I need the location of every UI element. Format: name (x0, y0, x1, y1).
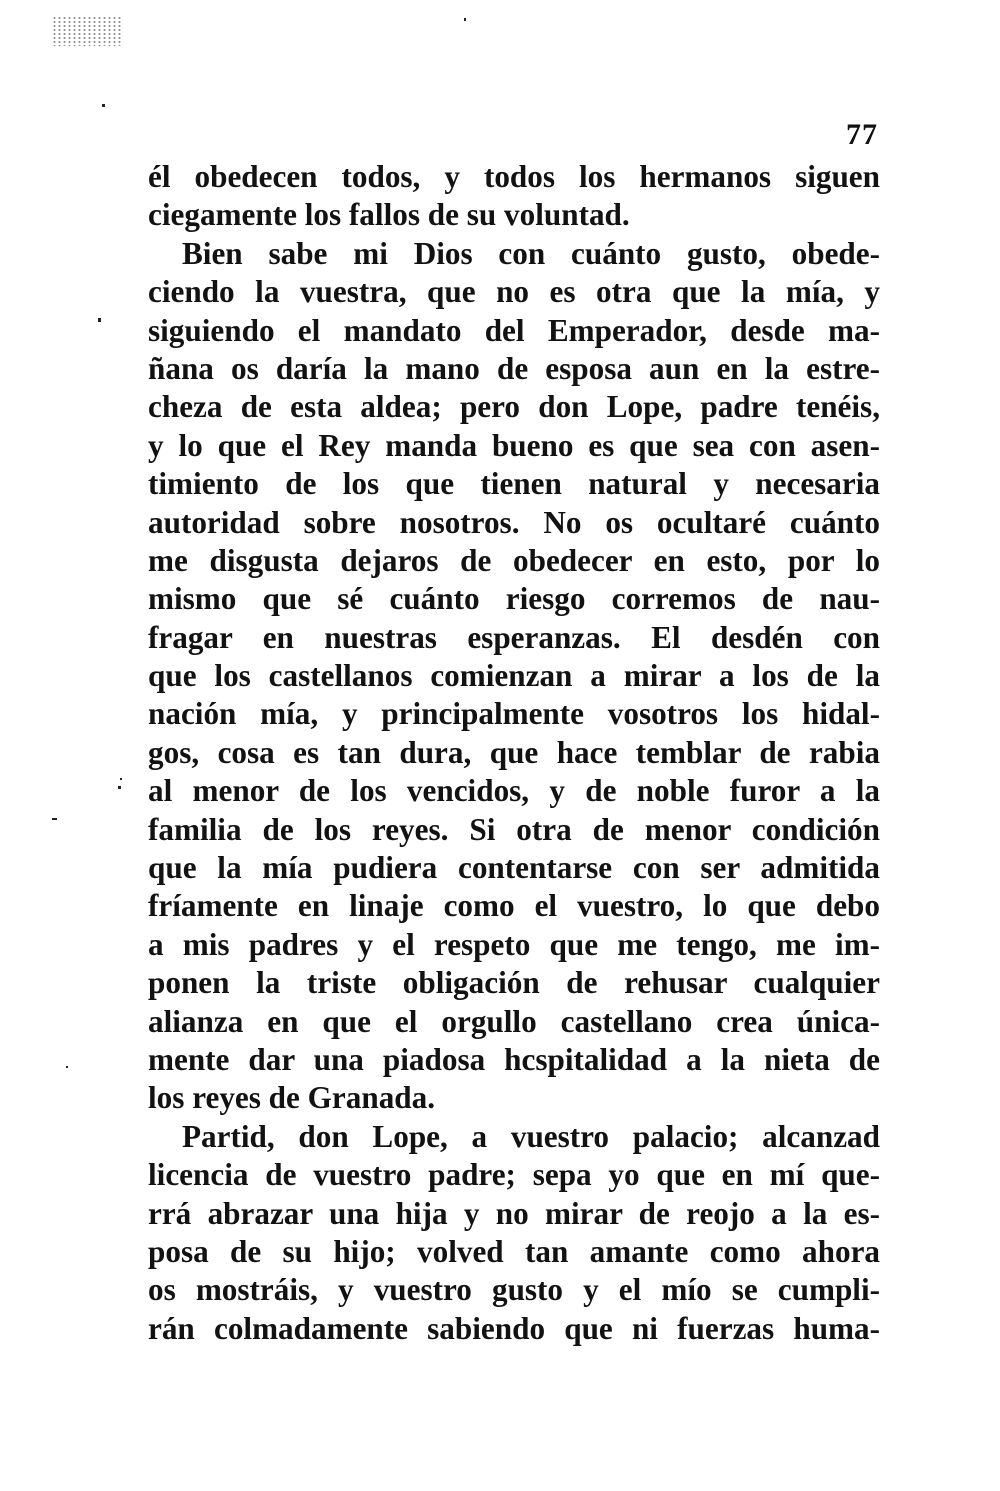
text-line (148, 1156, 880, 1194)
text-line-content: ñana os daría la mano de esposa aun en la estre- (148, 350, 880, 386)
text-line (148, 1233, 880, 1271)
text-line (148, 1271, 880, 1309)
text-line (148, 1310, 880, 1348)
text-line-content: rrá abrazar una hija y no mirar de reojo a la es- (148, 1195, 880, 1231)
text-line-content: familia de los reyes. Si otra de menor condición (148, 811, 880, 847)
text-line-content: cheza de esta aldea; pero don Lope, padre tenéis, (148, 389, 880, 425)
text-line (148, 964, 880, 1002)
text-line (148, 235, 880, 273)
text-line-content: al menor de los vencidos, y de noble furor a la (148, 773, 880, 809)
text-line (148, 1195, 880, 1233)
paragraph (148, 1118, 880, 1348)
scan-speck (102, 104, 105, 107)
text-line (148, 849, 880, 887)
text-line-content: los reyes de Granada. (148, 1080, 436, 1116)
text-line-content: alianza en que el orgullo castellano crea única- (148, 1003, 880, 1039)
text-line (148, 772, 880, 810)
text-line-content: os mostráis, y vuestro gusto y el mío se cumpli- (148, 1272, 880, 1308)
text-line (148, 1079, 880, 1117)
text-line-content: autoridad sobre nosotros. No os ocultaré cuánto (148, 504, 880, 540)
text-line-content: fragar en nuestras esperanzas. El desdén con (148, 619, 880, 655)
text-line-content: me disgusta dejaros de obedecer en esto, por lo (148, 542, 880, 578)
scan-speck (52, 818, 57, 820)
text-line-content: posa de su hijo; volved tan amante como ahora (148, 1233, 880, 1269)
text-line (148, 1003, 880, 1041)
text-line (148, 695, 880, 733)
paragraph (148, 235, 880, 1118)
text-line (148, 580, 880, 618)
text-line (148, 811, 880, 849)
text-line-content: ciendo la vuestra, que no es otra que la mía, y (148, 274, 880, 310)
text-line-content: a mis padres y el respeto que me tengo, me im- (148, 926, 880, 962)
scan-speck (464, 18, 466, 21)
text-line-content: que los castellanos comienzan a mirar a los de la (148, 658, 880, 694)
text-line-content: siguiendo el mandato del Emperador, desde ma- (148, 312, 880, 348)
text-line (148, 273, 880, 311)
text-line (148, 312, 880, 350)
text-line-content: gos, cosa es tan dura, que hace temblar de rabia (148, 734, 880, 770)
text-line-content: rán colmadamente sabiendo que ni fuerzas huma- (148, 1310, 880, 1346)
text-line (148, 196, 880, 234)
text-line-content: él obedecen todos, y todos los hermanos siguen (148, 159, 880, 194)
paragraph (148, 158, 880, 235)
scan-speck (118, 786, 121, 789)
text-line (148, 619, 880, 657)
text-line-content: mente dar una piadosa hcspitalidad a la nieta de (148, 1041, 880, 1077)
text-line-content: ponen la triste obligación de rehusar cualquier (148, 965, 880, 1001)
text-line (148, 887, 880, 925)
text-line-content: que la mía pudiera contentarse con ser admitida (148, 850, 880, 886)
scan-noise (52, 16, 122, 46)
text-line-content: fríamente en linaje como el vuestro, lo que debo (148, 888, 880, 924)
text-line (148, 734, 880, 772)
text-line (148, 926, 880, 964)
text-line (148, 1041, 880, 1079)
text-line-content: nación mía, y principalmente vosotros los hidal- (148, 696, 880, 732)
body-text (148, 158, 880, 1348)
scan-speck (120, 778, 122, 780)
text-line-content: Bien sabe mi Dios con cuánto gusto, obede- (182, 235, 880, 271)
text-line-content: y lo que el Rey manda bueno es que sea con asen- (148, 427, 880, 463)
page-number: 77 (846, 118, 878, 151)
text-line (148, 350, 880, 388)
scan-speck (98, 318, 101, 322)
text-line (148, 657, 880, 695)
text-line-content: Partid, don Lope, a vuestro palacio; alcanzad (182, 1118, 880, 1154)
text-line (148, 504, 880, 542)
text-line (148, 388, 880, 426)
text-line (148, 427, 880, 465)
text-line-content: mismo que sé cuánto riesgo corremos de nau- (148, 581, 880, 617)
text-line (148, 465, 880, 503)
text-line-content: ciegamente los fallos de su voluntad. (148, 197, 630, 233)
text-line-content: timiento de los que tienen natural y necesaria (148, 466, 880, 502)
scan-speck (66, 1066, 68, 1068)
text-line (148, 1118, 880, 1156)
text-line (148, 158, 880, 196)
text-line-content: licencia de vuestro padre; sepa yo que en mí que- (148, 1157, 880, 1193)
text-line (148, 542, 880, 580)
